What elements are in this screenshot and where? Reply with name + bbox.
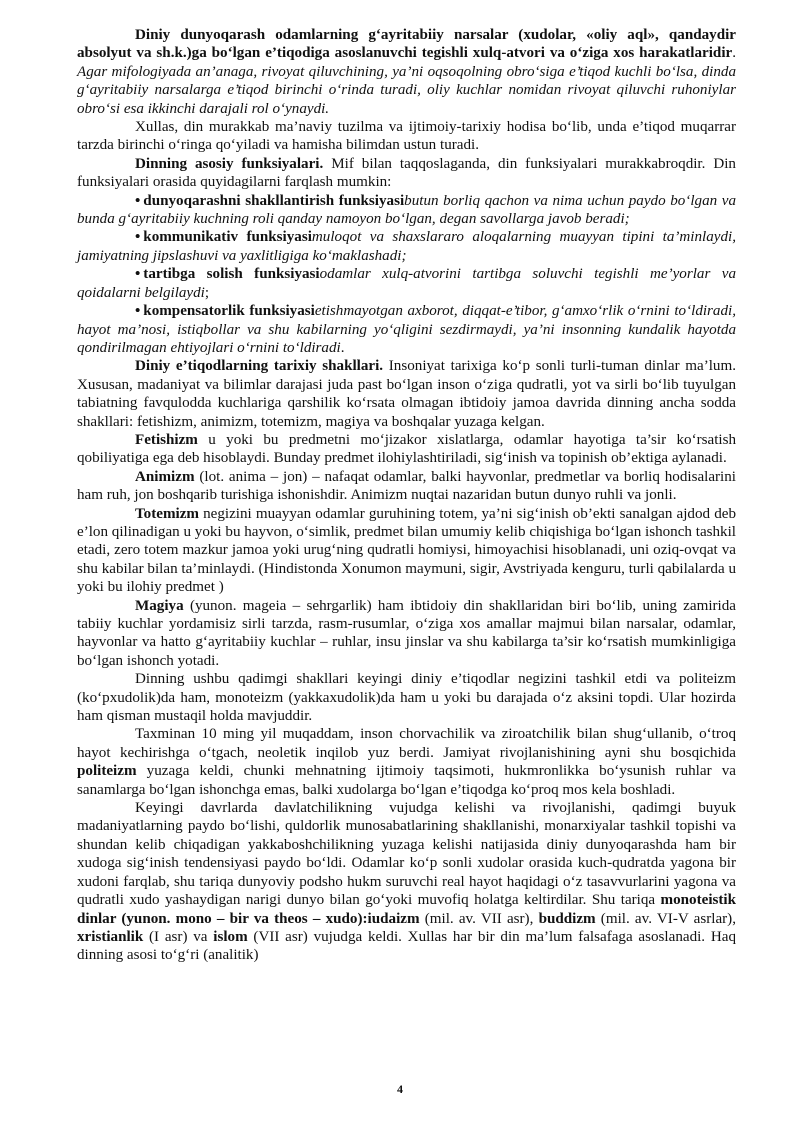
page-number: 4	[397, 1082, 403, 1096]
definition-bold: Diniy dunyoqarash odamlarning g‘ayritabiiy narsalar (xudolar, «oliy aql», qandaydir absolyut va sh.k.)ga bo‘lgan e’tiqodiga asoslanuvchi tegishli xulq-atvori va o‘ziga xos harakatlaridir	[77, 27, 736, 62]
term-christianity: xristianlik	[77, 928, 144, 945]
section-heading-historical-forms: Diniy e’tiqodlarning tarixiy shakllari.	[135, 358, 384, 375]
list-item-function-worldview: • dunyoqarashni shakllantirish funksiyasibutun borliq qachon va nima uchun paydo bo‘lgan va bunda g‘ayritabiiy kuchning roli qanday namoyon bo‘lgan, degan savollarga javob beradi;	[77, 192, 736, 228]
term-totemism: Totemizm	[135, 505, 199, 522]
definition-italic: Agar mifologiyada an’anaga, rivoyat qiluvchining, ya’ni oqsoqolning obro‘siga e’tiqod kuchli bo‘lsa, dinda g‘ayritabiiy narsalarga e’tiqod birinchi o‘rinda turadi, oliy kuchlar nomidan rivoyat qiluvchi ruhoniylar obro‘si esa ikkinchi darajali rol o‘ynaydi.	[77, 63, 736, 117]
section-heading-functions: Dinning asosiy funksiyalari.	[135, 155, 324, 172]
paragraph-summary: Xullas, din murakkab ma’naviy tuzilma va ijtimoiy-tarixiy hodisa bo‘lib, unda e’tiqod muqarrar tarzda birinchi o‘ringa qo‘yiladi va hamisha bilimdan ustun turadi.	[77, 119, 736, 154]
paragraph-historical-forms: Diniy e’tiqodlarning tarixiy shakllari. Insoniyat tarixiga ko‘p sonli turli-tuman dinlar ma’lum. Xususan, madaniyat va bilimlar darajasi juda past bo‘lgan inson o‘ziga qudratli, yot va sirli bo‘lib tuyulgan tabiatning favqulodda kuchlariga qarshilik ko‘rsata olmagan ibtidoiy jamoa davrida dinning ancha sodda shakllari: fetishizm, animizm, totemizm, magiya va boshqalar yuzaga kelgan.	[77, 358, 736, 430]
document-body	[77, 26, 736, 965]
list-item-function-communicative: • kommunikativ funksiyasimuloqot va shaxslararo aloqalarning muayyan tipini ta’minlaydi, jamiyatning jipslashuvi va yaxlitligiga ko‘maklashadi;	[77, 229, 737, 264]
term-magic: Magiya	[135, 597, 184, 614]
list-item-function-regulatory: • tartibga solish funksiyasiodamlar xulq-atvorini tartibga soluvchi tegishli me’yorlar va qoidalarni belgilaydi;	[77, 266, 736, 301]
term-fetishism: Fetishizm	[135, 431, 198, 448]
term-buddhism: buddizm	[538, 910, 596, 927]
bullet-icon: •	[135, 303, 141, 320]
paragraph-animism: Animizm (lot. anima – jon) – nafaqat odamlar, balki hayvonlar, predmetlar va borliq hodisalarini ham ruh, jon boshqarib turishiga ishonishdir. Animizm nuqtai nazaridan butun dunyo ruhli va jonli.	[77, 468, 736, 504]
paragraph-monotheism: Keyingi davrlarda davlatchilikning vujudga kelishi va rivojlanishi, qadimgi buyuk madaniyatlarning paydo bo‘lishi, quldorlik munosabatlarining shakllanishi, monarxiyalar tashkil topishi va shundan kelib chiqadigan yakkaboshchilikning yuzaga kelishi natijasida diniy dunyoqarashda ham bir xudoga sig‘inish tendensiyasi paydo bo‘ldi. Odamlar ko‘p sonli xudolar orasida kuch-qudratda yagona bir xudoni farqlab, shu tariqa dunyoviy podsho hukm suruvchi real hayot haqidagi o‘z tasavvurlarini yagona va qudratli xudo yashaydigan narigi dunyo bilan go‘yoki muvofiq holatga keltirdilar. Shu tariqa monoteistik dinlar (yunon. mono – bir va theos – xudo):iudaizm (mil. av. VII asr), buddizm (mil. av. VI-V asrlar), xristianlik (I asr) va islom (VII asr) vujudga keldi. Xullas har bir din ma’lum falsafaga asoslanadi. Haq dinning asosi to‘g‘ri (analitik)	[77, 800, 736, 964]
term-polytheism: politeizm	[77, 763, 137, 780]
paragraph-fetishism: Fetishizm u yoki bu predmetni mo‘jizakor xislatlarga, odamlar hayotiga ta’sir ko‘rsatish qobiliyatiga ega deb hisoblaydi. Bunday predmet ilohiylashtiriladi, sig‘inish va topinish ob’ektiga aylanadi.	[77, 431, 736, 467]
term-animism: Animizm	[135, 468, 195, 485]
paragraph-ancient-forms: Dinning ushbu qadimgi shakllari keyingi diniy e’tiqodlar negizini tashkil etdi va politeizm (ko‘pxudolik)da ham, monoteizm (yakkaxudolik)da ham u yoki bu darajada o‘z aksini topdi. Ular hozirda ham qisman mustaqil holda mavjuddir.	[77, 671, 736, 725]
bullet-icon: •	[135, 229, 141, 246]
bullet-icon: •	[135, 266, 141, 283]
paragraph-totemism: Totemizm negizini muayyan odamlar guruhining totem, ya’ni sig‘inish ob’ekti sanalgan ajdod deb e’lon qilinadigan u yoki bu hayvon, o‘simlik, predmet bilan umumiy kelib chiqishiga bo‘lgan ishonch tashkil etadi, zero totem mazkur jamoa yoki urug‘ning qudratli homiysi, himoyachisi hisoblanadi, uni oziq-ovqat va shu kabilar bilan ta’minlaydi. (Hindistonda Xonumon maymuni, sigir, Avstriyada kenguru, turli qabilalarda u yoki bu ilohiy predmet )	[77, 505, 736, 596]
term-monotheistic-religions: monoteistik dinlar (yunon. mono – bir va theos – xudo):iudaizm	[77, 892, 736, 927]
term-islam: islom	[213, 928, 248, 945]
paragraph-definition: Diniy dunyoqarash odamlarning g‘ayritabiiy narsalar (xudolar, «oliy aql», qandaydir absolyut va sh.k.)ga bo‘lgan e’tiqodiga asoslanuvchi tegishli xulq-atvori va o‘ziga xos harakatlaridir. Agar mifologiyada an’anaga, rivoyat qiluvchining, ya’ni oqsoqolning obro‘siga e’tiqod kuchli bo‘lsa, dinda g‘ayritabiiy narsalarga e’tiqod birinchi o‘rinda turadi, oliy kuchlar nomidan rivoyat qiluvchi ruhoniylar obro‘si esa ikkinchi darajali rol o‘ynaydi.	[77, 27, 736, 117]
paragraph-magic: Magiya (yunon. mageia – sehrgarlik) ham ibtidoiy din shakllaridan biri bo‘lib, uning zamirida tabiiy kuchlar yordamisiz sirli tarzda, rasm-rusumlar, o‘ziga xos amallar majmui bilan narsalar, odamlar, hayvonlar va hatto g‘ayritabiiy kuchlar – ruhlar, insu jinslar va shu kabilarga ta’sir ko‘rsatish mumkinligiga bo‘lgan ishonch yotadi.	[77, 597, 736, 669]
bullet-icon: •	[135, 192, 141, 209]
list-item-function-compensatory: • kompensatorlik funksiyasietishmayotgan axborot, diqqat-e’tibor, g‘amxo‘rlik o‘rnini to‘ldiradi, hayot ma’nosi, istiqbollar va shu kabilarning yo‘qligini sezdirmaydi, ya’ni insonning kundalik hayotda qondirilmagan ehtiyojlari o‘rnini to‘ldiradi.	[77, 303, 736, 356]
paragraph-polytheism: Taxminan 10 ming yil muqaddam, inson chorvachilik va ziroatchilik bilan shug‘ullanib, o‘troq hayot kechirishga o‘tgach, neoletik inqilob yuz berdi. Jamiyat rivojlanishining ayni shu bosqichida politeizm yuzaga keldi, chunki mehnatning ijtimoiy taqsimoti, hukmronlikka bo‘ysunish ruhlar va sanamlarga bo‘lgan ishonchga emas, balki xudolarga bo‘lgan e’tiqodga ko‘proq mos kela boshladi.	[77, 726, 736, 798]
paragraph-functions-heading: Dinning asosiy funksiyalari. Mif bilan taqqoslaganda, din funksiyalari murakkabroqdir. Din funksiyalari orasida quyidagilarni farqlash mumkin:	[77, 155, 736, 191]
